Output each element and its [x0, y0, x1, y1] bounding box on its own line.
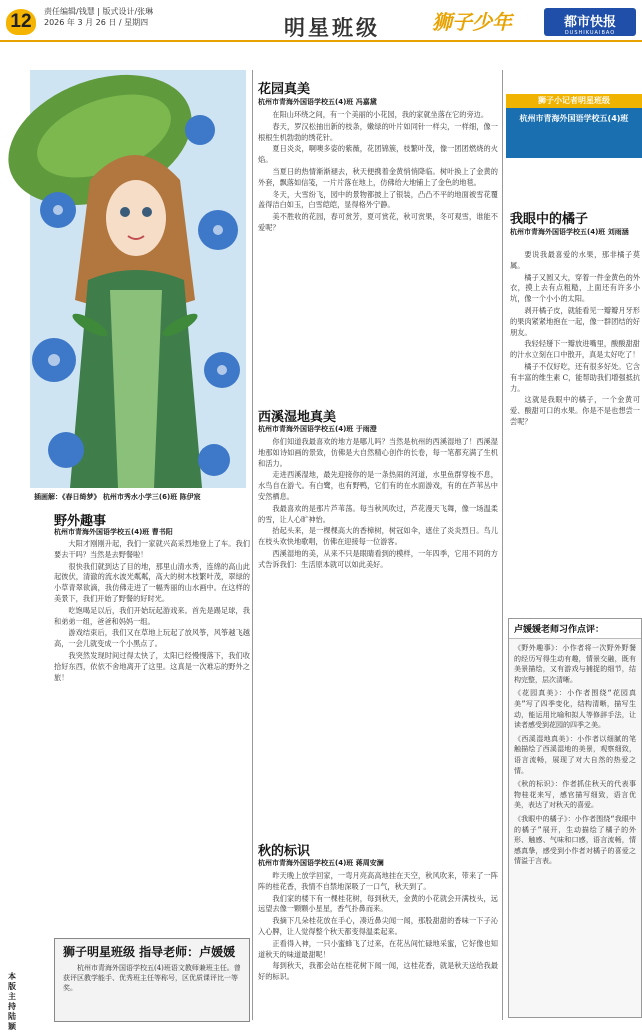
comments-title: 卢媛媛老师习作点评： [509, 619, 641, 639]
article-author: 杭州市青海外国语学校五(4)班 冯嘉黛 [258, 98, 377, 106]
paragraph: 要说我最喜爱的水果，那非橘子莫属。 [510, 250, 640, 270]
article-title: 我眼中的橘子 [510, 212, 589, 227]
article-body [258, 437, 498, 817]
article-author: 杭州市青海外国语学校五(4)班 于雨澄 [258, 425, 377, 433]
illustration-caption: 插画解：《春日绮梦》 杭州市秀水小学三(6)班 陈伊宸 [34, 493, 201, 501]
paragraph: 春天，罗汉松抽出新的枝条，嫩绿的叶片如同针一样尖，一样细，像一根根生机勃勃的绣花针。 [258, 121, 498, 142]
class-badge [506, 94, 642, 158]
column-divider [252, 70, 253, 1020]
paragraph: 我摘下几朵桂花放在手心，凑近鼻尖闻一闻，那股甜甜的香味一下子沁入心脾，让人觉得整个秋天都变得温柔起来。 [258, 916, 498, 936]
date-line: 2026 年 3 月 26 日 / 星期四 [44, 18, 149, 27]
comment-item: 《花园真美》：小作者围绕“花园真美”写了四季变化，结构清晰，描写生动，能运用比喻和拟人等修辞手法，让读者感受到花园的四季之美。 [514, 689, 636, 730]
teacher-box-desc: 杭州市青海外国语学校五(4)班语文教师兼班主任。曾获评区教学能手、优秀班主任等称号，区优质课评比一等奖。 [63, 964, 241, 992]
comment-item: 《西溪湿地真美》：小作者以细腻的笔触描绘了西溪湿地的美景，观察细致，语言流畅，展现了对大自然的热爱之情。 [514, 734, 636, 775]
article-body [510, 250, 640, 610]
article-author: 杭州市青海外国语学校五(4)班 蒋周安澜 [258, 859, 384, 867]
logo-en: DUSHIKUAIBAO [564, 30, 616, 36]
paragraph: 橘子不仅好吃，还有很多好处。它含有丰富的维生素 C，能帮助我们增强抵抗力。 [510, 361, 640, 393]
comment-item: 《野外趣事》：小作者将一次野外野餐的经历写得生动有趣，情景交融，既有美景描绘，又有游戏与捕捉的细节，结构完整，层次清晰。 [514, 644, 636, 684]
paragraph: 抬起头来，是一棵棵高大的香樟树，树冠如伞，遮住了炎炎烈日。鸟儿在枝头欢快地歌唱，仿佛在迎接每一位游客。 [258, 526, 498, 547]
article-title: 秋的标识 [258, 844, 311, 859]
newspaper-logo [544, 8, 636, 36]
paragraph: 美不胜收的花园，春可赏芳，夏可赏花，秋可赏果，冬可观雪，谁能不爱呢？ [258, 212, 498, 232]
paragraph: 正看得入神，一只小蜜蜂飞了过来，在花丛间忙碌地采蜜，它好像也知道秋天的味道最甜呢！ [258, 938, 498, 959]
paragraph: 我最喜欢的是那片芦苇荡。每当秋风吹过，芦花漫天飞舞，像一场温柔的雪，让人心旷神怡。 [258, 503, 498, 524]
article-body [54, 539, 250, 933]
article-title: 西溪湿地真美 [258, 410, 337, 425]
illustration [30, 70, 246, 488]
teacher-info-box [54, 938, 250, 1022]
paragraph: 我突然发现时间过得太快了，太阳已经慢慢落下，我们收拾好东西，依依不舍地离开了这里。这真是一次难忘的野外之旅！ [54, 650, 250, 682]
paragraph: 很快我们就到达了目的地，那里山清水秀，连绵的高山此起彼伏，清澈的流水波光粼粼，高大的树木枝繁叶茂，翠绿的小草青翠欲滴，我仿佛走进了一幅秀丽的山水画中。在这样的美景下，我们开始了野餐的好时光。 [54, 561, 250, 603]
page-header [0, 0, 642, 42]
paragraph: 走进西溪湿地，最先迎接你的是一条热闹的河道，水里鱼群穿梭不息，水鸟自在游弋。有白鹭，也有野鸭，它们有的在水面游戏，有的在芦苇丛中安然栖息。 [258, 470, 498, 501]
paragraph: 我轻轻掰下一瓣放进嘴里，酸酸甜甜的汁水立刻在口中散开，真是太好吃了！ [510, 339, 640, 360]
paragraph: 夏日炎炎，啊噢多姿的紫薇，花团锦簇，枝繁叶茂，像一团团燃烧的火焰。 [258, 144, 498, 165]
paragraph: 在阳山环绕之间，有一个美丽的小花园，我的家就坐落在它的旁边。 [272, 110, 489, 119]
article-author: 杭州市青海外国语学校五(4)班 刘雨涵 [510, 228, 629, 236]
paragraph: 每到秋天，我都会站在桂花树下闻一闻，这桂花香，就是秋天送给我最好的标识。 [258, 961, 498, 982]
teacher-box-title: 狮子明星班级 指导老师：卢媛媛 [63, 945, 236, 959]
paragraph: 这就是我眼中的橘子，一个金黄可爱、酸甜可口的水果。你是不是也想尝一尝呢？ [510, 395, 640, 426]
class-badge-school: 杭州市青海外国语学校五(4)班 [519, 114, 629, 123]
article-title: 花园真美 [258, 82, 311, 97]
teacher-comments-box [508, 618, 642, 1018]
class-badge-title: 狮子小记者明星班级 [506, 94, 642, 108]
comment-item: 《秋的标识》：作者抓住秋天的代表事物桂花来写，感官描写细致，语言优美，表达了对秋天的喜爱。 [514, 780, 636, 810]
side-host-text: 本版主持 陆颖 [8, 972, 16, 1031]
paragraph: 我们家的楼下有一棵桂花树，每到秋天，金黄的小花就会开满枝头，远远望去像一颗颗小星星，香气扑鼻而来。 [258, 893, 498, 914]
article-body [258, 110, 498, 400]
paragraph: 冬天，大雪纷飞，园中的景物都披上了银装，凸凸不平的地面被雪花覆盖得洁白如玉，白雪皑皑，显得格外宁静。 [258, 189, 498, 210]
editor-info [44, 6, 153, 28]
paragraph: 你们知道我最喜欢的地方是哪儿吗？当然是杭州的西溪湿地了！西溪湿地那如诗如画的景致，仿佛是大自然精心创作的长卷，每一笔都充满了生机和活力。 [258, 437, 498, 468]
face-shape [106, 180, 166, 256]
article-author: 杭州市青海外国语学校五(4)班 曹书阳 [54, 528, 173, 536]
paragraph: 游戏结束后，我们又在草地上玩起了放风筝，风筝越飞越高，一会儿就变成一个小黑点了。 [54, 628, 250, 649]
paragraph: 大阳才刚刚升起，我们一家就兴高采烈地登上了车。我们要去干吗？当然是去野餐啦！ [54, 539, 250, 559]
article-title: 野外趣事 [54, 514, 107, 529]
paragraph: 吃饱喝足以后，我们开始玩起游戏来。首先是踢足球，我和弟弟一组，爸爸和妈妈一组。 [54, 605, 250, 626]
paragraph: 当夏日的热情渐渐褪去，秋天便携着金黄悄悄降临。树叶换上了金黄的外套，飘落如信笺，一片片落在地上，仿佛给大地铺上了金色的地毯。 [258, 166, 498, 187]
logo-cn: 都市快报 [563, 15, 616, 30]
editor-line: 责任编辑/钱慧 | 版式设计/张琳 [44, 7, 154, 16]
brand-lion-youth: 狮子少年 [432, 10, 512, 34]
paragraph: 剥开橘子皮，就能看见一瓣瓣月牙形的果肉紧紧地抱在一起，像一群团结的好朋友。 [510, 305, 640, 337]
article-body [258, 871, 498, 1021]
column-divider [502, 70, 503, 1020]
paragraph: 昨天晚上放学回家，一弯月亮高高地挂在天空，秋风吹来，带来了一阵阵的桂花香，我情不自禁地深吸了一口气，秋天到了。 [258, 871, 498, 891]
comment-item: 《我眼中的橘子》：小作者围绕“我眼中的橘子”展开，生动描绘了橘子的外形、触感、气味和口感，语言流畅，情感真挚，感受到小作者对橘子的喜爱之情溢于言表。 [514, 814, 636, 866]
section-title: 明星班级 [284, 16, 380, 40]
illustration-drawing [30, 70, 246, 488]
paragraph: 西溪湿地的美，从来不只是眼睛看到的模样，一年四季，它用不同的方式告诉我们：生活原本就可以如此美好。 [258, 548, 498, 569]
page-number: 12 [6, 9, 36, 35]
paragraph: 橘子又圆又大，穿着一件金黄色的外衣，摸上去有点粗糙，上面还有许多小坑，像一个小小的太阳。 [510, 272, 640, 304]
comments-body [509, 639, 641, 874]
